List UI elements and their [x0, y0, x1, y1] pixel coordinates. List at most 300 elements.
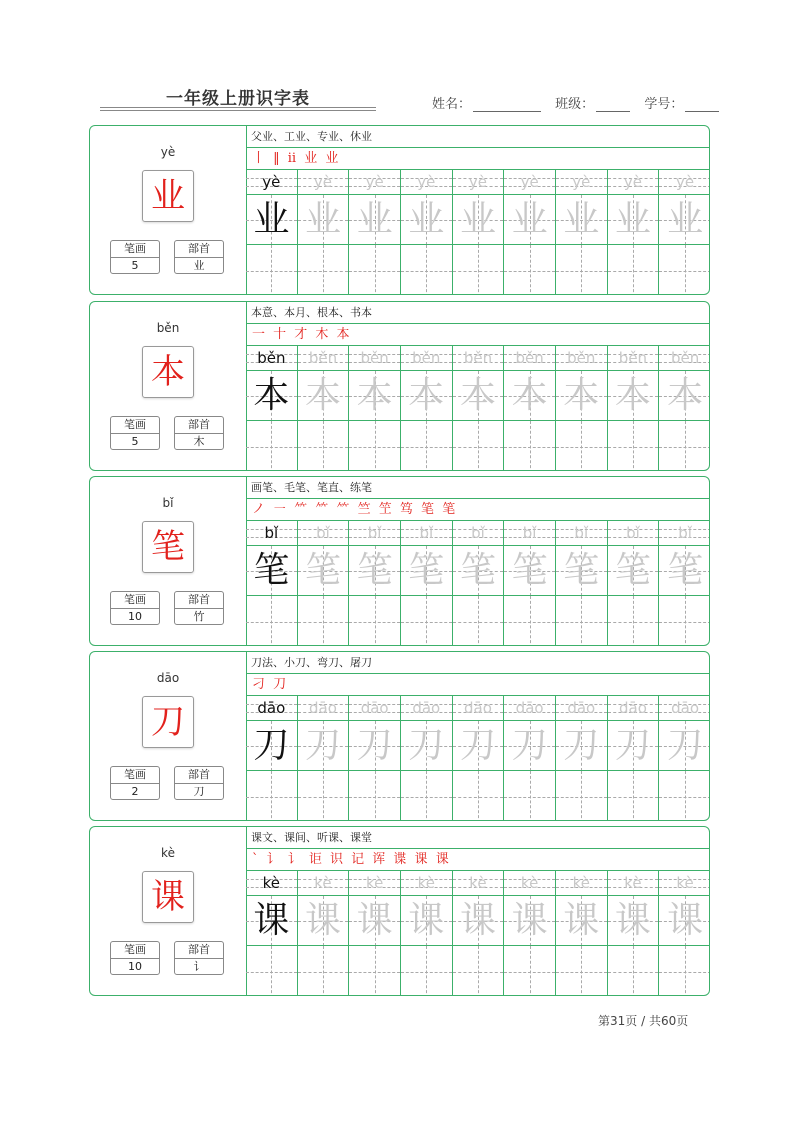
character-info-panel	[90, 126, 247, 294]
stroke-count-box	[110, 941, 160, 975]
blank-writing-row[interactable]	[453, 420, 504, 471]
character-row	[298, 545, 349, 596]
character-box	[142, 871, 194, 923]
character-row	[453, 895, 504, 946]
character-row	[608, 370, 659, 421]
blank-writing-row[interactable]	[298, 595, 349, 646]
practice-cell[interactable]	[453, 696, 505, 821]
character-box	[142, 521, 194, 573]
blank-writing-row[interactable]	[349, 770, 400, 821]
practice-character: 本	[667, 375, 704, 416]
name-label: 姓名：	[432, 97, 472, 112]
practice-character: 刀	[614, 725, 651, 766]
practice-panel	[246, 302, 710, 470]
practice-pinyin: yè	[417, 173, 436, 191]
page-number: 第31页 / 共60页	[598, 1014, 689, 1028]
practice-character: 课	[253, 900, 290, 941]
practice-cell[interactable]	[349, 521, 401, 646]
practice-pinyin: yè	[520, 173, 539, 191]
pinyin-row	[401, 696, 452, 720]
character-row	[401, 194, 452, 245]
blank-writing-row[interactable]	[298, 420, 349, 471]
pinyin-row	[504, 871, 555, 895]
pinyin-row	[504, 346, 555, 370]
character-row	[504, 194, 555, 245]
practice-cell[interactable]	[298, 170, 350, 295]
practice-cell[interactable]	[246, 170, 298, 295]
practice-cell[interactable]	[504, 871, 556, 996]
practice-character: 刀	[304, 725, 341, 766]
pinyin-row	[349, 871, 400, 895]
character-row	[298, 194, 349, 245]
character-card	[89, 476, 710, 646]
practice-cell[interactable]	[556, 521, 608, 646]
title-underline	[100, 110, 376, 111]
practice-grid	[246, 871, 710, 996]
practice-pinyin: běn	[515, 349, 544, 367]
practice-panel	[246, 827, 710, 995]
practice-cell[interactable]	[608, 170, 660, 295]
practice-character: 业	[614, 199, 651, 240]
pinyin-row	[556, 696, 607, 720]
title-underline	[100, 107, 376, 108]
character-row	[401, 370, 452, 421]
practice-character: 笔	[356, 550, 393, 591]
radical-box	[174, 416, 224, 450]
character-row	[246, 194, 297, 245]
character-row	[401, 895, 452, 946]
blank-writing-row[interactable]	[556, 420, 607, 471]
character-row	[246, 370, 297, 421]
character-row	[298, 895, 349, 946]
blank-writing-row[interactable]	[504, 244, 555, 295]
practice-grid	[246, 521, 710, 646]
pinyin-row	[401, 521, 452, 545]
practice-pinyin: dāo	[257, 699, 286, 717]
character-pinyin: běn	[156, 321, 180, 335]
practice-cell[interactable]	[349, 871, 401, 996]
practice-pinyin: yè	[572, 173, 591, 191]
character-row	[556, 370, 607, 421]
practice-cell[interactable]	[608, 521, 660, 646]
radical-label: 部首	[175, 942, 223, 959]
practice-cell[interactable]	[298, 871, 350, 996]
practice-character: 刀	[667, 725, 704, 766]
practice-cell[interactable]	[349, 696, 401, 821]
blank-writing-row[interactable]	[401, 244, 452, 295]
practice-pinyin: dāo	[515, 699, 544, 717]
practice-pinyin: kè	[520, 874, 539, 892]
practice-cell[interactable]	[659, 871, 710, 996]
pinyin-row	[504, 170, 555, 194]
pinyin-row	[659, 346, 710, 370]
character-info-panel	[90, 477, 247, 645]
character-row	[246, 895, 297, 946]
blank-writing-row[interactable]	[349, 595, 400, 646]
practice-cell[interactable]	[349, 170, 401, 295]
practice-pinyin: yè	[313, 173, 333, 191]
blank-writing-row[interactable]	[608, 244, 659, 295]
practice-cell[interactable]	[504, 170, 556, 295]
stroke-order: ノ ㇐ ⺮ ⺮ ⺮ 竺 笁 笃 笔 笔	[246, 499, 710, 521]
practice-cell[interactable]	[401, 871, 453, 996]
blank-writing-row[interactable]	[453, 770, 504, 821]
stroke-count-label: 笔画	[111, 592, 159, 609]
stroke-count-box	[110, 591, 160, 625]
character-row	[608, 194, 659, 245]
practice-pinyin: běn	[670, 349, 700, 367]
page-header	[0, 0, 800, 125]
practice-cell[interactable]	[556, 696, 608, 821]
character-pinyin: yè	[160, 145, 176, 159]
stroke-count-box	[110, 240, 160, 274]
practice-pinyin: kè	[469, 874, 487, 892]
practice-cell[interactable]	[659, 170, 710, 295]
student-id-field[interactable]	[685, 98, 719, 112]
practice-character: 笔	[253, 550, 290, 591]
practice-cell[interactable]	[401, 346, 453, 471]
practice-character: 本	[614, 375, 651, 416]
pinyin-row	[608, 521, 659, 545]
blank-writing-row[interactable]	[504, 595, 555, 646]
practice-pinyin: bǐ	[522, 524, 537, 542]
character-row	[349, 895, 400, 946]
blank-writing-row[interactable]	[608, 595, 659, 646]
character-card	[89, 651, 710, 821]
pinyin-row	[453, 871, 504, 895]
practice-character: 本	[304, 375, 341, 416]
stroke-count-box	[110, 416, 160, 450]
practice-pinyin: bǐ	[264, 524, 279, 542]
practice-pinyin: yè	[676, 173, 695, 191]
practice-character: 课	[408, 900, 445, 941]
practice-pinyin: yè	[262, 173, 281, 191]
pinyin-row	[608, 346, 659, 370]
blank-writing-row[interactable]	[246, 595, 297, 646]
character-row	[504, 370, 555, 421]
practice-character: 笔	[304, 550, 341, 591]
character-box	[142, 346, 194, 398]
radical-label: 部首	[175, 241, 223, 258]
practice-pinyin: běn	[257, 349, 286, 367]
character-row	[504, 545, 555, 596]
blank-writing-row[interactable]	[504, 945, 555, 996]
character-row	[659, 545, 710, 596]
blank-writing-row[interactable]	[556, 945, 607, 996]
pinyin-row	[349, 521, 400, 545]
practice-character: 课	[511, 900, 548, 941]
character: 本	[151, 352, 185, 392]
pinyin-row	[504, 696, 555, 720]
blank-writing-row[interactable]	[246, 244, 297, 295]
practice-character: 笔	[459, 550, 496, 591]
stroke-count-value: 10	[128, 960, 142, 973]
practice-panel	[246, 477, 710, 645]
character-pinyin: kè	[161, 846, 175, 860]
practice-cell[interactable]	[246, 696, 298, 821]
radical-label: 部首	[175, 417, 223, 434]
radical-value: 竹	[193, 610, 205, 623]
character-info-panel	[90, 652, 247, 820]
blank-writing-row[interactable]	[298, 945, 349, 996]
practice-character: 业	[408, 199, 445, 240]
blank-writing-row[interactable]	[453, 945, 504, 996]
blank-writing-row[interactable]	[659, 595, 710, 646]
practice-character: 刀	[253, 725, 290, 766]
character: 业	[151, 176, 185, 216]
practice-cell[interactable]	[453, 521, 505, 646]
example-words: 父业、工业、专业、休业	[246, 126, 710, 148]
practice-grid	[246, 346, 710, 471]
practice-pinyin: bǐ	[471, 524, 485, 542]
practice-character: 业	[356, 199, 393, 240]
stroke-count-box	[110, 766, 160, 800]
blank-writing-row[interactable]	[401, 595, 452, 646]
stroke-order: 一 十 才 木 本	[246, 324, 710, 346]
character-row	[659, 194, 710, 245]
blank-writing-row[interactable]	[349, 945, 400, 996]
practice-pinyin: běn	[360, 349, 389, 367]
character-row	[453, 370, 504, 421]
practice-cell[interactable]	[246, 346, 298, 471]
radical-box	[174, 240, 224, 274]
blank-writing-row[interactable]	[659, 244, 710, 295]
practice-panel	[246, 652, 710, 820]
practice-character: 业	[459, 199, 496, 240]
practice-pinyin: bǐ	[574, 524, 589, 542]
practice-cell[interactable]	[401, 170, 453, 295]
pinyin-row	[453, 696, 504, 720]
stroke-count-label: 笔画	[111, 417, 159, 434]
character-row	[349, 194, 400, 245]
practice-grid	[246, 696, 710, 821]
character-row	[608, 895, 659, 946]
blank-writing-row[interactable]	[298, 244, 349, 295]
practice-cell[interactable]	[659, 346, 710, 471]
practice-character: 本	[459, 375, 496, 416]
blank-writing-row[interactable]	[659, 770, 710, 821]
character-row	[556, 720, 607, 771]
pinyin-row	[349, 346, 400, 370]
character-row	[608, 720, 659, 771]
practice-pinyin: dāo	[671, 699, 700, 717]
pinyin-row	[608, 170, 659, 194]
pinyin-row	[298, 871, 349, 895]
pinyin-row	[453, 346, 504, 370]
blank-writing-row[interactable]	[556, 595, 607, 646]
character-row	[608, 545, 659, 596]
practice-character: 本	[511, 375, 548, 416]
practice-pinyin: dāo	[360, 699, 389, 717]
blank-writing-row[interactable]	[246, 770, 297, 821]
practice-pinyin: kè	[262, 874, 281, 892]
radical-value: 讠	[193, 960, 205, 973]
pinyin-row	[504, 521, 555, 545]
practice-cell[interactable]	[453, 346, 505, 471]
practice-cell[interactable]	[504, 696, 556, 821]
practice-grid	[246, 170, 710, 295]
stroke-count-label: 笔画	[111, 942, 159, 959]
pinyin-row	[349, 170, 400, 194]
practice-character: 业	[667, 199, 704, 240]
character-row	[298, 370, 349, 421]
practice-cell[interactable]	[401, 521, 453, 646]
blank-writing-row[interactable]	[349, 420, 400, 471]
blank-writing-row[interactable]	[659, 945, 710, 996]
blank-writing-row[interactable]	[349, 244, 400, 295]
stroke-count-label: 笔画	[111, 241, 159, 258]
pinyin-row	[659, 696, 710, 720]
blank-writing-row[interactable]	[608, 770, 659, 821]
practice-pinyin: kè	[417, 874, 435, 892]
pinyin-row	[298, 521, 349, 545]
pinyin-row	[401, 871, 452, 895]
practice-character: 刀	[563, 725, 600, 766]
blank-writing-row[interactable]	[246, 945, 297, 996]
practice-pinyin: bǐ	[316, 524, 330, 542]
character-row	[453, 720, 504, 771]
practice-pinyin: dāo	[412, 699, 441, 717]
pinyin-row	[246, 170, 297, 194]
character-row	[453, 545, 504, 596]
practice-character: 笔	[511, 550, 548, 591]
character-row	[298, 720, 349, 771]
practice-pinyin: kè	[572, 874, 590, 892]
pinyin-row	[659, 170, 710, 194]
practice-cell[interactable]	[659, 521, 710, 646]
pinyin-row	[246, 871, 297, 895]
practice-cell[interactable]	[453, 170, 505, 295]
character-row	[246, 545, 297, 596]
character-row	[401, 545, 452, 596]
practice-cell[interactable]	[298, 346, 350, 471]
practice-cell[interactable]	[298, 696, 350, 821]
stroke-count-value: 10	[128, 610, 142, 623]
practice-cell[interactable]	[504, 521, 556, 646]
blank-writing-row[interactable]	[504, 420, 555, 471]
character-pinyin: bǐ	[162, 496, 174, 510]
pinyin-row	[608, 871, 659, 895]
practice-pinyin: bǐ	[626, 524, 640, 542]
practice-cell[interactable]	[608, 871, 660, 996]
character-row	[504, 720, 555, 771]
student-id-label: 学号：	[644, 97, 684, 112]
pinyin-row	[556, 521, 607, 545]
blank-writing-row[interactable]	[556, 244, 607, 295]
blank-writing-row[interactable]	[401, 945, 452, 996]
radical-box	[174, 941, 224, 975]
character-row	[246, 720, 297, 771]
blank-writing-row[interactable]	[556, 770, 607, 821]
practice-character: 业	[253, 199, 290, 240]
practice-pinyin: kè	[676, 874, 694, 892]
radical-value: 业	[193, 259, 205, 272]
character-row	[659, 370, 710, 421]
radical-label: 部首	[175, 592, 223, 609]
practice-character: 刀	[511, 725, 548, 766]
pinyin-row	[246, 346, 297, 370]
practice-cell[interactable]	[401, 696, 453, 821]
radical-label: 部首	[175, 767, 223, 784]
class-field[interactable]	[596, 98, 630, 112]
character-row	[349, 370, 400, 421]
practice-cell[interactable]	[556, 871, 608, 996]
blank-writing-row[interactable]	[401, 770, 452, 821]
character-box	[142, 696, 194, 748]
practice-pinyin: yè	[365, 173, 384, 191]
class-label: 班级：	[555, 97, 595, 112]
character-row	[556, 194, 607, 245]
blank-writing-row[interactable]	[453, 244, 504, 295]
character-row	[401, 720, 452, 771]
name-field[interactable]	[473, 98, 541, 112]
character: 刀	[151, 702, 185, 742]
practice-cell[interactable]	[453, 871, 505, 996]
blank-writing-row[interactable]	[298, 770, 349, 821]
practice-character: 业	[304, 199, 341, 240]
blank-writing-row[interactable]	[608, 420, 659, 471]
practice-character: 笔	[563, 550, 600, 591]
example-words: 课文、课间、听课、课堂	[246, 827, 710, 849]
practice-pinyin: yè	[468, 173, 487, 191]
practice-cell[interactable]	[349, 346, 401, 471]
practice-cell[interactable]	[556, 170, 608, 295]
practice-character: 本	[356, 375, 393, 416]
practice-pinyin: kè	[365, 874, 384, 892]
blank-writing-row[interactable]	[504, 770, 555, 821]
blank-writing-row[interactable]	[401, 420, 452, 471]
practice-cell[interactable]	[608, 696, 660, 821]
pinyin-row	[246, 696, 297, 720]
practice-pinyin: dāo	[618, 699, 647, 717]
practice-character: 刀	[459, 725, 496, 766]
practice-panel	[246, 126, 710, 294]
radical-value: 木	[193, 435, 205, 448]
practice-cell[interactable]	[298, 521, 350, 646]
pinyin-row	[659, 871, 710, 895]
practice-cell[interactable]	[246, 521, 298, 646]
example-words: 画笔、毛笔、笔直、练笔	[246, 477, 710, 499]
practice-cell[interactable]	[556, 346, 608, 471]
radical-box	[174, 766, 224, 800]
pinyin-row	[401, 170, 452, 194]
practice-cell[interactable]	[608, 346, 660, 471]
practice-character: 业	[563, 199, 600, 240]
character-row	[504, 895, 555, 946]
practice-pinyin: bǐ	[419, 524, 434, 542]
character: 课	[151, 877, 185, 917]
practice-character: 刀	[408, 725, 445, 766]
pinyin-row	[401, 346, 452, 370]
stroke-count-label: 笔画	[111, 767, 159, 784]
blank-writing-row[interactable]	[659, 420, 710, 471]
radical-value: 刀	[193, 785, 205, 798]
example-words: 刀法、小刀、弯刀、屠刀	[246, 652, 710, 674]
pinyin-row	[453, 521, 504, 545]
practice-character: 课	[356, 900, 393, 941]
practice-cell[interactable]	[659, 696, 710, 821]
blank-writing-row[interactable]	[453, 595, 504, 646]
character-row	[556, 545, 607, 596]
character-box	[142, 170, 194, 222]
pinyin-row	[453, 170, 504, 194]
practice-pinyin: běn	[412, 349, 441, 367]
practice-cell[interactable]	[504, 346, 556, 471]
practice-pinyin: dāo	[567, 699, 596, 717]
blank-writing-row[interactable]	[246, 420, 297, 471]
practice-cell[interactable]	[246, 871, 298, 996]
blank-writing-row[interactable]	[608, 945, 659, 996]
